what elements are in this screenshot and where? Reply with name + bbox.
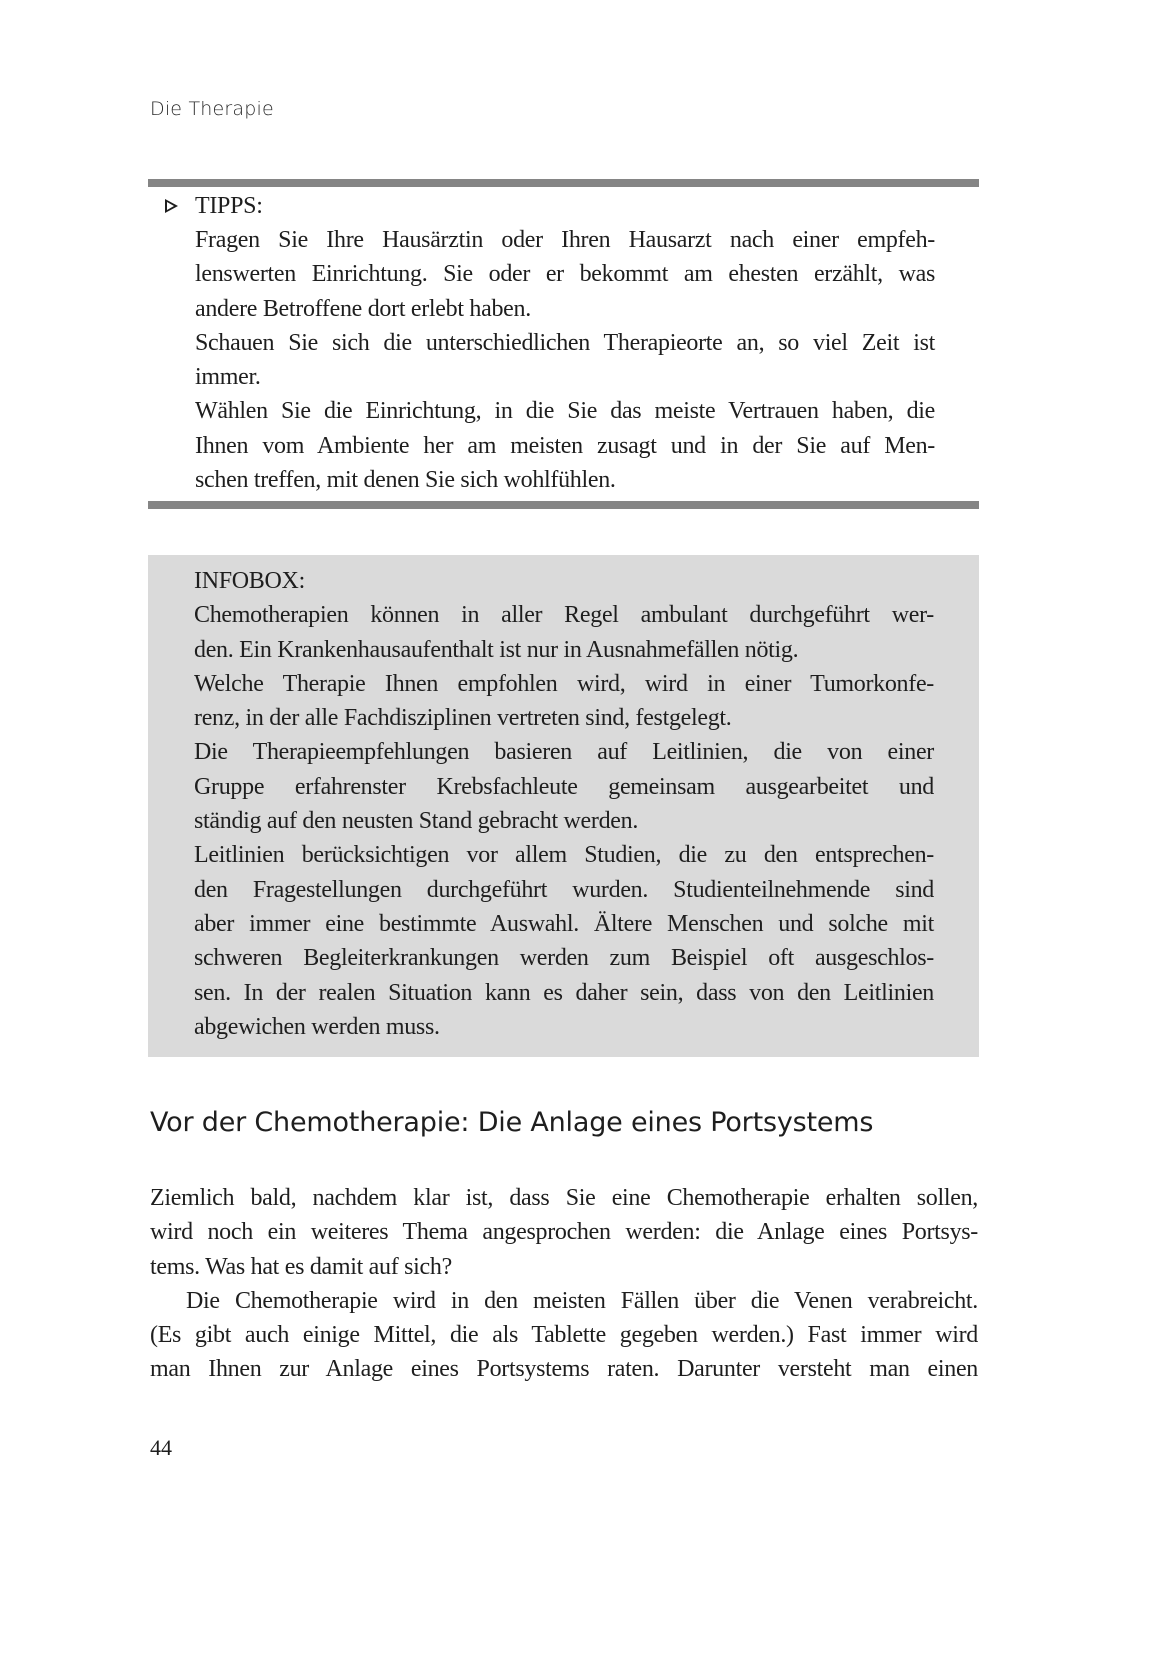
text-line: abgewichen werden muss. — [194, 1013, 440, 1040]
text-line: Schauen Sie sich die unterschiedlichen Therapieorte an, so viel Zeit ist — [195, 329, 935, 356]
tipps-label: TIPPS: — [195, 193, 263, 219]
text-line: lenswerten Einrichtung. Sie oder er bekommt am ehesten erzählt, was — [195, 261, 935, 288]
tipps-paragraph — [195, 394, 935, 497]
text-line: Wählen Sie die Einrichtung, in die Sie das meiste Vertrauen haben, die — [195, 398, 935, 425]
infobox-paragraph — [194, 838, 934, 1044]
infobox-body — [194, 598, 934, 1044]
text-line: den. Ein Krankenhausaufenthalt ist nur in Ausnahmefällen nötig. — [194, 636, 799, 663]
text-line: Ihnen vom Ambiente her am meisten zusagt und in der Sie auf Men- — [195, 432, 935, 459]
tipps-body — [195, 223, 935, 497]
arrowhead-bullet-icon — [165, 199, 178, 213]
text-line: man Ihnen zur Anlage eines Portsystems raten. Darunter versteht man einen — [150, 1356, 978, 1383]
text-line: schweren Begleiterkrankungen werden zum Beispiel oft ausgeschlos- — [194, 945, 934, 972]
page-number: 44 — [150, 1435, 172, 1460]
text-line: Fragen Sie Ihre Hausärztin oder Ihren Hausarzt nach einer empfeh- — [195, 227, 935, 253]
text-line: aber immer eine bestimmte Auswahl. Ältere Menschen und solche mit — [194, 910, 934, 937]
text-line: den Fragestellungen durchgeführt wurden. Studienteilnehmende sind — [194, 876, 934, 903]
infobox-paragraph — [194, 667, 934, 736]
infobox-paragraph — [194, 735, 934, 838]
tipps-label-row — [160, 189, 935, 223]
text-line: sen. In der realen Situation kann es daher sein, dass von den Leitlinien — [194, 979, 934, 1006]
body-paragraph — [150, 1284, 978, 1387]
infobox-paragraph — [194, 598, 934, 667]
tipps-paragraph — [195, 326, 935, 395]
text-line: Die Chemotherapie wird in den meisten Fällen über die Venen verabreicht. — [186, 1287, 978, 1314]
tipps-box — [160, 189, 935, 497]
text-line: (Es gibt auch einige Mittel, die als Tablette gegeben werden.) Fast immer wird — [150, 1322, 978, 1349]
text-line: Ziemlich bald, nachdem klar ist, dass Sie eine Chemotherapie erhalten sollen, — [150, 1185, 978, 1211]
infobox-content — [194, 564, 934, 1044]
body-text — [150, 1181, 978, 1387]
text-line: Welche Therapie Ihnen empfohlen wird, wird in einer Tumorkonfe- — [194, 670, 934, 697]
text-line: renz, in der alle Fachdisziplinen vertreten sind, festgelegt. — [194, 705, 732, 732]
section-heading: Vor der Chemotherapie: Die Anlage eines Portsystems — [150, 1107, 874, 1138]
text-line: tems. Was hat es damit auf sich? — [150, 1253, 452, 1280]
infobox — [148, 555, 979, 1057]
infobox-label: INFOBOX: — [194, 568, 305, 594]
text-line: ständig auf den neusten Stand gebracht werden. — [194, 808, 639, 835]
running-head: Die Therapie — [150, 98, 274, 120]
text-line: Die Therapieempfehlungen basieren auf Leitlinien, die von einer — [194, 739, 934, 766]
tipps-paragraph — [195, 223, 935, 326]
text-line: Chemotherapien können in aller Regel ambulant durchgeführt wer- — [194, 602, 934, 629]
tipps-bottom-rule — [148, 501, 979, 509]
tipps-top-rule — [148, 179, 979, 187]
text-line: schen treffen, mit denen Sie sich wohlfühlen. — [195, 467, 616, 494]
text-line: wird noch ein weiteres Thema angesprochen werden: die Anlage eines Portsys- — [150, 1219, 978, 1246]
text-line: immer. — [195, 364, 261, 391]
text-line: Leitlinien berücksichtigen vor allem Studien, die zu den entsprechen- — [194, 842, 934, 869]
text-line: andere Betroffene dort erlebt haben. — [195, 295, 531, 322]
body-paragraph — [150, 1181, 978, 1284]
text-line: Gruppe erfahrenster Krebsfachleute gemeinsam ausgearbeitet und — [194, 773, 934, 800]
